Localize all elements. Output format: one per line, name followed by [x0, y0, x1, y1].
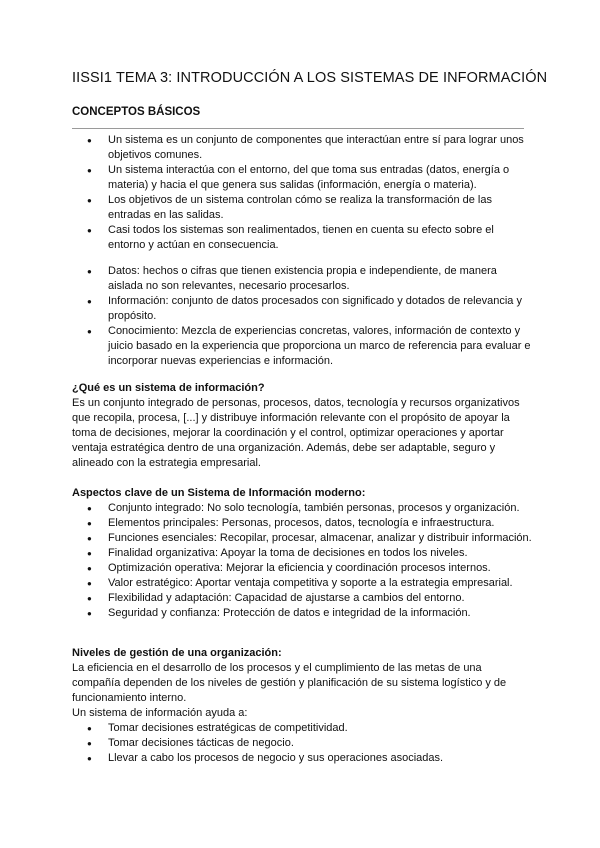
sistema-bullet-list — [72, 133, 532, 253]
list-item: ● Tomar decisiones estratégicas de competitividad. — [72, 721, 532, 736]
horizontal-rule — [72, 128, 524, 129]
que-es-section — [72, 381, 532, 471]
list-item: ● Conjunto integrado: No solo tecnología, también personas, procesos y organización. — [72, 501, 532, 516]
list-item: ● Casi todos los sistemas son realimentados, tienen en cuenta su efecto sobre el entorno y actúan en consecuencia. — [72, 223, 532, 253]
que-es-paragraph: Es un conjunto integrado de personas, procesos, datos, tecnología y recursos organizativos que recopila, procesa, [...] y distribuye información relevante con el propósito de apoyar la toma de decisiones, mejorar la coordinación y el control, optimizar operaciones y aportar ventaja estratégica dentro de una organización. Además, debe ser adaptable, seguro y alineado con la estrategia empresarial. — [72, 397, 520, 469]
aspectos-section — [72, 486, 532, 621]
list-item: ● Elementos principales: Personas, procesos, datos, tecnología e infraestructura. — [72, 516, 532, 531]
list-item: ● Funciones esenciales: Recopilar, procesar, almacenar, analizar y distribuir información. — [72, 531, 532, 546]
list-item: ● Flexibilidad y adaptación: Capacidad de ajustarse a cambios del entorno. — [72, 591, 532, 606]
list-item: ● Finalidad organizativa: Apoyar la toma de decisiones en todos los niveles. — [72, 546, 532, 561]
list-item: ● Un sistema es un conjunto de componentes que interactúan entre sí para lograr unos objetivos comunes. — [72, 133, 532, 163]
list-item: ● Tomar decisiones tácticas de negocio. — [72, 736, 532, 751]
niveles-paragraph: La eficiencia en el desarrollo de los procesos y el cumplimiento de las metas de una compañía dependen de los niveles de gestión y planificación de su sistema logístico y de funcionamiento interno. — [72, 662, 507, 704]
list-item: ● Un sistema interactúa con el entorno, del que toma sus entradas (datos, energía o materia) y hacia el que genera sus salidas (información, energía o materia). — [72, 163, 532, 193]
list-item: ● Seguridad y confianza: Protección de datos e integridad de la información. — [72, 606, 532, 621]
niveles-heading: Niveles de gestión de una organización: — [72, 647, 282, 659]
sistema-bullets-block — [72, 133, 532, 253]
niveles-intro: Un sistema de información ayuda a: — [72, 707, 248, 719]
datos-bullets-block — [72, 264, 532, 369]
section-heading-conceptos: CONCEPTOS BÁSICOS — [72, 106, 201, 118]
niveles-bullet-list — [72, 721, 532, 766]
list-item: ● Datos: hechos o cifras que tienen existencia propia e independiente, de manera aislada no son relevantes, necesario procesarlos. — [72, 264, 532, 294]
list-item: ● Llevar a cabo los procesos de negocio y sus operaciones asociadas. — [72, 751, 532, 766]
list-item: ● Valor estratégico: Aportar ventaja competitiva y soporte a la estrategia empresarial. — [72, 576, 532, 591]
aspectos-heading: Aspectos clave de un Sistema de Información moderno: — [72, 487, 366, 499]
list-item: ● Los objetivos de un sistema controlan cómo se realiza la transformación de las entradas en las salidas. — [72, 193, 532, 223]
document-title: IISSI1 TEMA 3: INTRODUCCIÓN A LOS SISTEMAS DE INFORMACIÓN — [72, 70, 548, 86]
list-item: ● Conocimiento: Mezcla de experiencias concretas, valores, información de contexto y juicio basado en la experiencia que proporciona un marco de referencia para evaluar e incorporar nuevas experiencias e información. — [72, 324, 532, 369]
list-item: ● Optimización operativa: Mejorar la eficiencia y coordinación procesos internos. — [72, 561, 532, 576]
list-item: ● Información: conjunto de datos procesados con significado y dotados de relevancia y propósito. — [72, 294, 532, 324]
que-es-heading: ¿Qué es un sistema de información? — [72, 382, 265, 394]
niveles-section — [72, 646, 532, 766]
datos-bullet-list — [72, 264, 532, 369]
aspectos-bullet-list — [72, 501, 532, 621]
